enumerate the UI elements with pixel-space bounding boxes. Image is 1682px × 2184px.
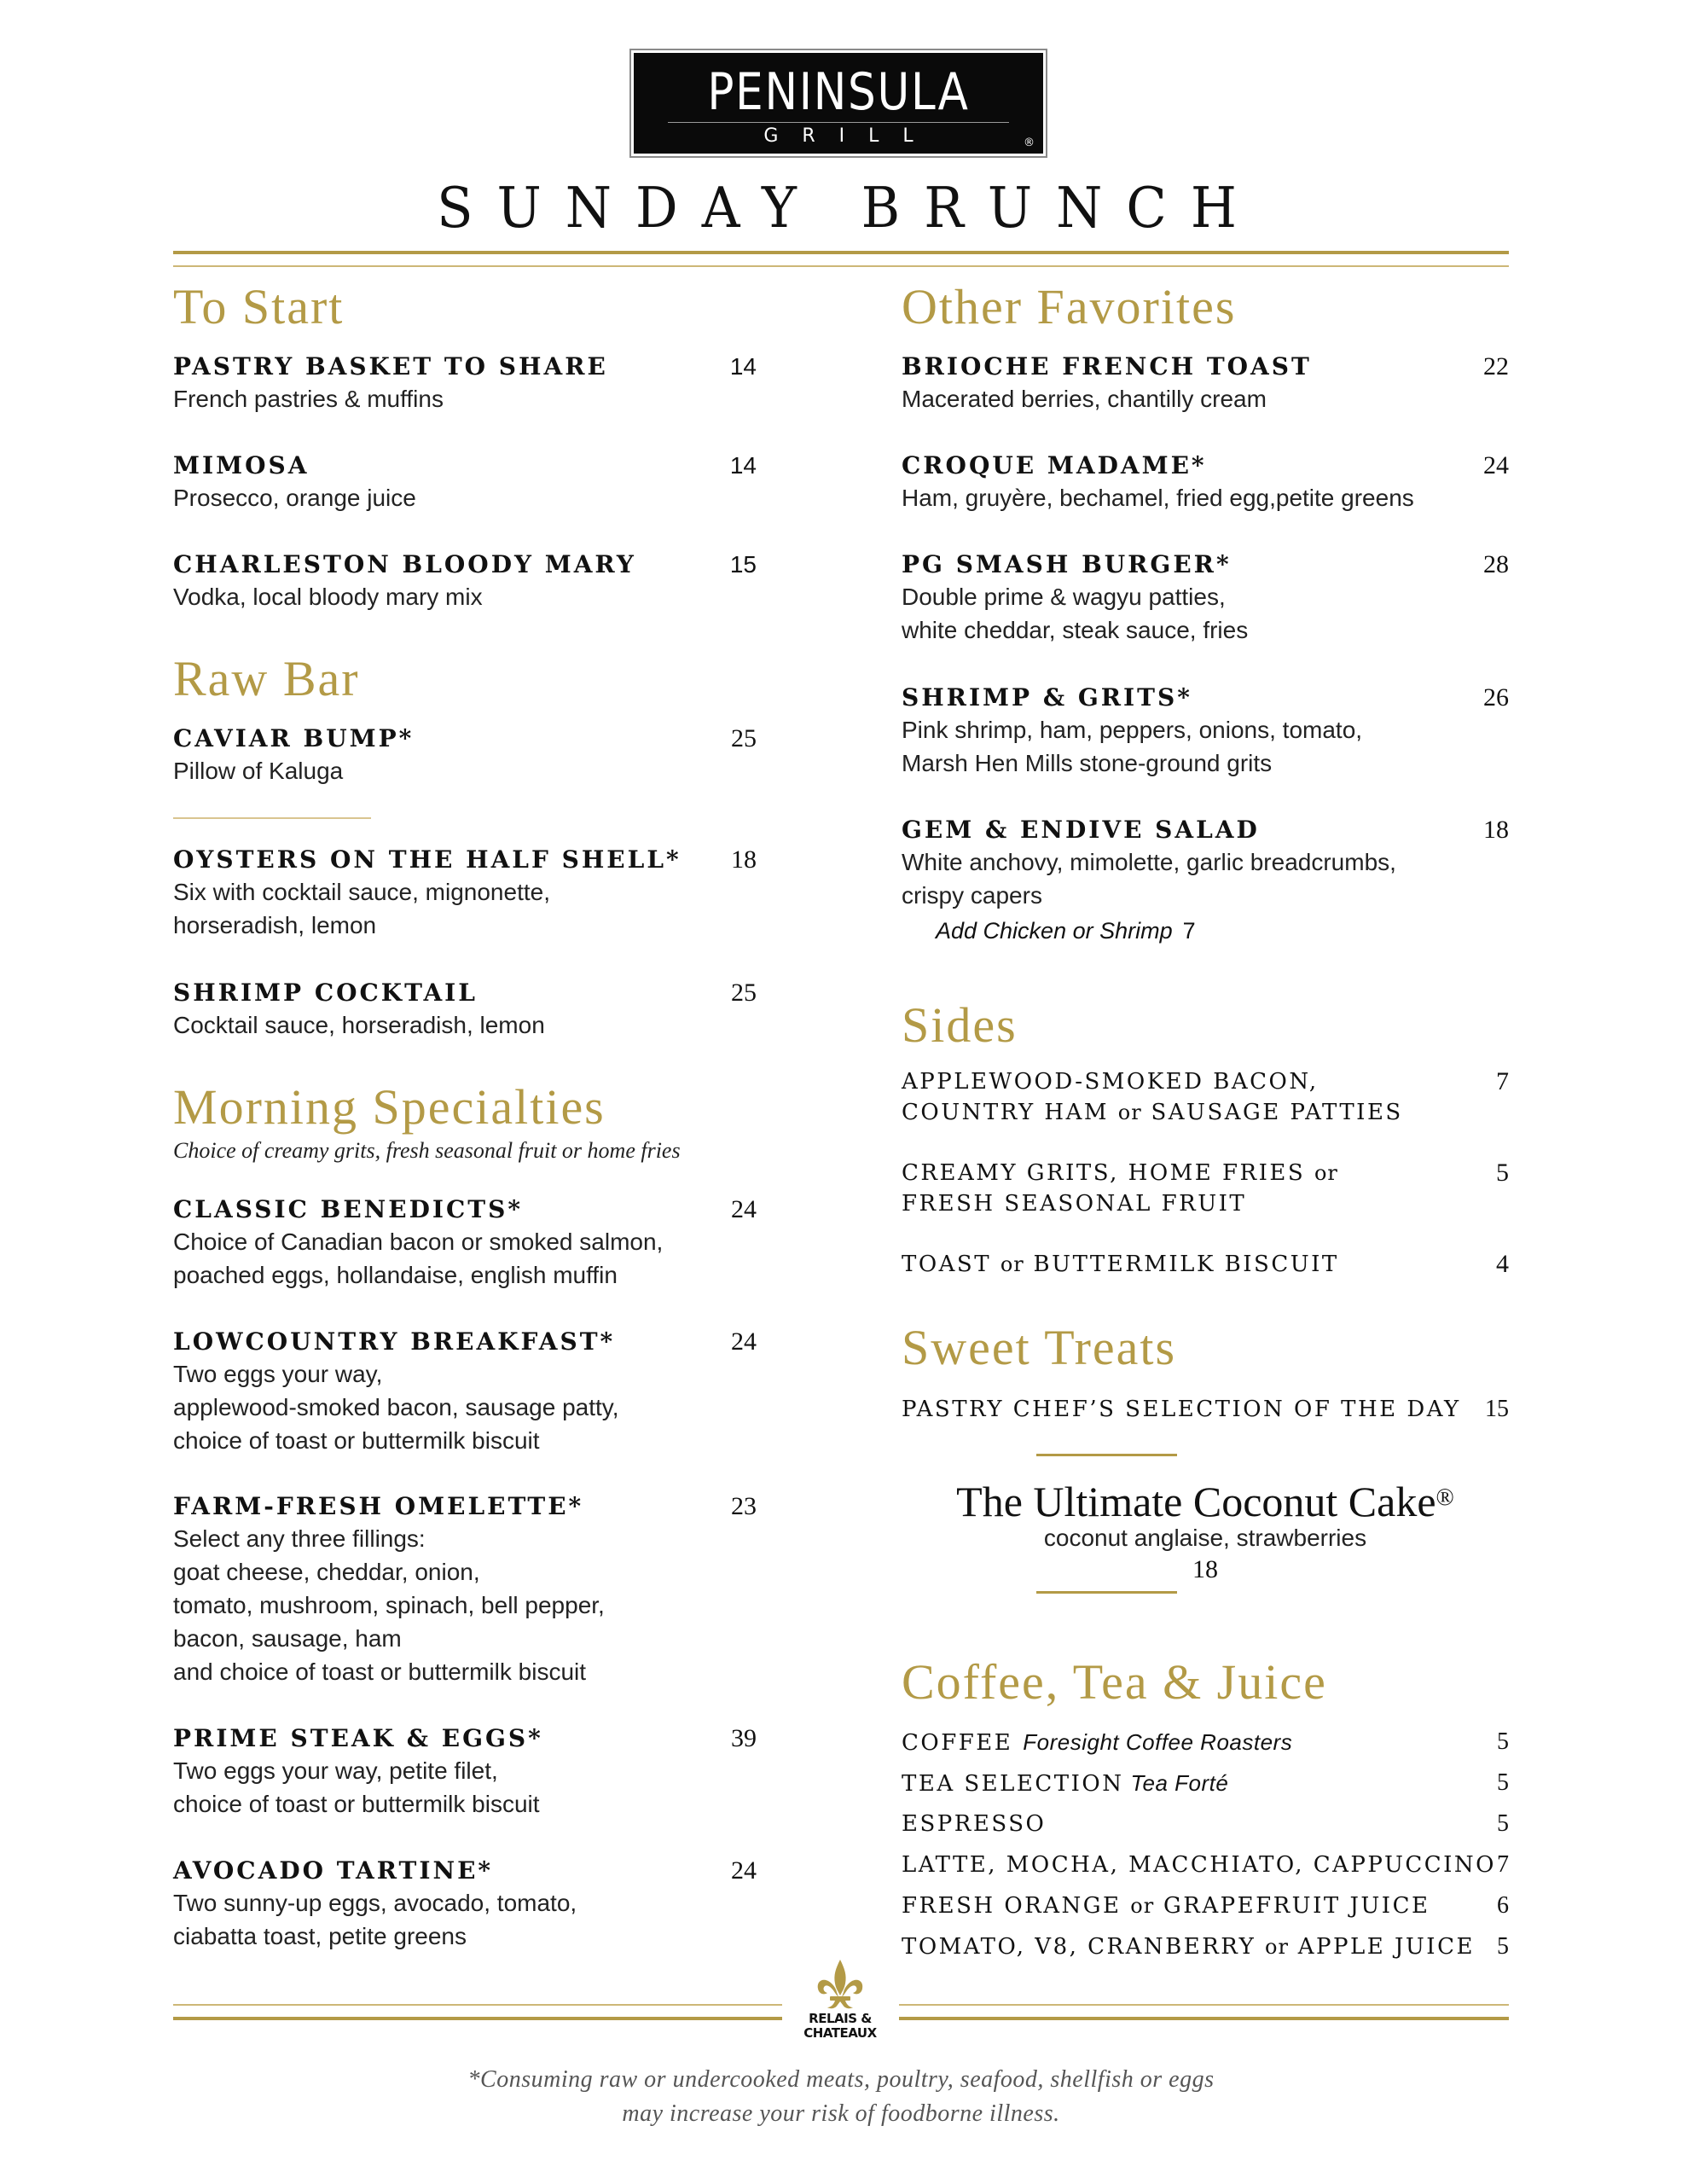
item-name: APPLEWOOD-SMOKED BACON, [902, 1069, 1319, 1095]
item-description: white cheddar, steak sauce, fries [902, 617, 1249, 643]
item-name: AVOCADO TARTINE* [173, 1856, 494, 1885]
item-description: tomato, mushroom, spinach, bell pepper, [173, 1592, 605, 1618]
menu-item [173, 351, 608, 415]
menu-item [173, 450, 416, 514]
item-name: CAVIAR BUMP* [173, 724, 415, 752]
item-name: MIMOSA [173, 451, 310, 479]
item-description: goat cheese, cheddar, onion, [173, 1559, 480, 1585]
item-description: Six with cocktail sauce, mignonette, [173, 879, 550, 905]
section-title-sweet-treats: Sweet Treats [902, 1320, 1177, 1375]
item-description: Double prime & wagyu patties, [902, 584, 1226, 610]
item-price: 25 [731, 724, 757, 752]
item-description: crispy capers [902, 882, 1042, 909]
item-price: 24 [731, 1195, 757, 1223]
menu-item [173, 1491, 605, 1688]
menu-item [173, 1856, 577, 1953]
item-supplier: Tea Forté [1130, 1770, 1229, 1796]
item-price: 15 [1485, 1396, 1509, 1422]
item-description: Two eggs your way, [173, 1361, 383, 1387]
feature-rule-top [1036, 1454, 1177, 1456]
add-on-label: Add Chicken or Shrimp [936, 918, 1173, 944]
item-price: 28 [1483, 550, 1509, 578]
item-name: PASTRY BASKET TO SHARE [173, 352, 608, 380]
item-name: PASTRY CHEF’S SELECTION OF THE DAY [902, 1397, 1461, 1422]
drink-item [902, 1727, 1292, 1758]
menu-item [173, 1723, 543, 1821]
item-name: PG SMASH BURGER* [902, 550, 1232, 578]
item-description: Two eggs your way, petite filet, [173, 1757, 498, 1784]
item-price: 25 [731, 979, 757, 1007]
item-name: FRESH SEASONAL FRUIT [902, 1191, 1247, 1217]
featured-dessert-name: The Ultimate Coconut Cake® [956, 1478, 1454, 1525]
item-name: CREAMY GRITS, HOME FRIES or [902, 1160, 1338, 1186]
header-rule-thin [173, 265, 1509, 267]
menu-item [902, 1249, 1339, 1280]
item-price: 22 [1483, 352, 1509, 380]
item-price: 5 [1497, 1810, 1509, 1837]
menu-item [902, 450, 1414, 514]
menu-item [173, 1327, 618, 1457]
registered-mark-icon: ® [1436, 1484, 1454, 1511]
item-description: choice of toast or buttermilk biscuit [173, 1791, 540, 1817]
item-price: 5 [1496, 1159, 1509, 1187]
item-description: ciabatta toast, petite greens [173, 1923, 467, 1949]
item-price: 7 [1496, 1067, 1509, 1095]
item-price: 24 [731, 1856, 757, 1885]
item-name: BRIOCHE FRENCH TOAST [902, 352, 1312, 380]
item-description: White anchovy, mimolette, garlic breadcrumbs, [902, 849, 1396, 875]
item-price: 18 [1483, 816, 1509, 844]
drink-item [902, 1768, 1228, 1799]
footer-rule-thin-left [173, 2004, 782, 2006]
page-title: SUNDAY BRUNCH [437, 175, 1261, 241]
badge-line-1: RELAIS & [809, 2011, 872, 2026]
item-price: 39 [731, 1724, 757, 1752]
item-description: Pink shrimp, ham, peppers, onions, tomato, [902, 717, 1363, 743]
item-description: Marsh Hen Mills stone-ground grits [902, 750, 1273, 776]
logo-background [634, 53, 1043, 154]
item-name: TOAST or BUTTERMILK BISCUIT [902, 1252, 1339, 1277]
badge-line-2: CHATEAUX [803, 2025, 877, 2041]
disclaimer-line-1: *Consuming raw or undercooked meats, poultry, seafood, shellfish or eggs [467, 2066, 1215, 2093]
item-name: CLASSIC BENEDICTS* [173, 1195, 523, 1223]
item-description: Two sunny-up eggs, avocado, tomato, [173, 1890, 577, 1916]
logo-brand-name: PENINSULA [707, 62, 970, 122]
item-price: 4 [1496, 1250, 1509, 1278]
menu-item [902, 549, 1248, 647]
item-name: CHARLESTON BLOODY MARY [173, 550, 636, 578]
item-name: TEA SELECTION Tea Forté [902, 1770, 1229, 1797]
item-name: LOWCOUNTRY BREAKFAST* [173, 1327, 616, 1356]
registered-mark-icon: ® [1024, 136, 1035, 149]
footer-rule-thick-left [173, 2017, 782, 2020]
fleur-de-lis-icon [813, 1958, 867, 2013]
drink-item [902, 1809, 1046, 1839]
add-on-option [936, 915, 1396, 946]
menu-item [902, 815, 1396, 946]
menu-item [902, 682, 1362, 780]
relais-chateaux-badge [798, 2012, 883, 2041]
item-description: horseradish, lemon [173, 912, 377, 938]
item-name: SHRIMP & GRITS* [902, 683, 1192, 712]
section-title-coffee-tea-juice: Coffee, Tea & Juice [902, 1654, 1327, 1710]
item-price: 24 [1483, 451, 1509, 479]
footer-rule-thick-right [899, 2017, 1509, 2020]
peninsula-grill-logo [629, 49, 1047, 158]
feature-rule-bottom [1036, 1591, 1177, 1594]
item-description: Choice of Canadian bacon or smoked salmon, [173, 1228, 664, 1255]
section-title-sides: Sides [902, 997, 1018, 1053]
disclaimer-line-2: may increase your risk of foodborne illness. [622, 2100, 1060, 2127]
add-on-price: 7 [1182, 918, 1196, 944]
menu-item [902, 1066, 1403, 1128]
featured-dessert-price: 18 [1192, 1555, 1218, 1583]
health-disclaimer [0, 2063, 1682, 2131]
item-name: COUNTRY HAM or SAUSAGE PATTIES [902, 1100, 1403, 1125]
item-description: and choice of toast or buttermilk biscuit [173, 1658, 587, 1685]
item-name: FRESH ORANGE or GRAPEFRUIT JUICE [902, 1893, 1430, 1919]
item-description: bacon, sausage, ham [173, 1625, 402, 1652]
menu-item [173, 723, 414, 787]
section-title-raw-bar: Raw Bar [173, 651, 360, 706]
item-name: LATTE, MOCHA, MACCHIATO, CAPPUCCINO [902, 1852, 1496, 1878]
menu-item [902, 1394, 1461, 1425]
logo-brand-sub: GRILL [763, 125, 937, 147]
section-note: Choice of creamy grits, fresh seasonal fruit or home fries [173, 1138, 681, 1163]
drink-item [902, 1850, 1496, 1880]
item-description: Pillow of Kaluga [173, 758, 344, 784]
item-description: choice of toast or buttermilk biscuit [173, 1427, 540, 1454]
section-title-other-favorites: Other Favorites [902, 279, 1237, 334]
item-description: Macerated berries, chantilly cream [902, 386, 1267, 412]
menu-item [173, 1194, 663, 1292]
item-description: applewood-smoked bacon, sausage patty, [173, 1394, 619, 1420]
item-price: 5 [1497, 1728, 1509, 1755]
drink-item [902, 1891, 1430, 1921]
item-price: 23 [731, 1492, 757, 1520]
item-name: COFFEE Foresight Coffee Roasters [902, 1729, 1293, 1756]
item-name: FARM-FRESH OMELETTE* [173, 1492, 584, 1520]
item-description: poached eggs, hollandaise, english muffin [173, 1262, 618, 1288]
item-name: ESPRESSO [902, 1811, 1047, 1837]
item-description: Cocktail sauce, horseradish, lemon [173, 1012, 545, 1038]
menu-item [173, 549, 636, 613]
drink-item [902, 1931, 1475, 1962]
item-price: 26 [1483, 683, 1509, 712]
item-name: OYSTERS ON THE HALF SHELL* [173, 845, 682, 874]
item-price: 18 [731, 845, 757, 874]
item-name: SHRIMP COCKTAIL [173, 979, 478, 1007]
item-price: 15 [729, 551, 757, 578]
item-price: 5 [1497, 1769, 1509, 1796]
item-description: Vodka, local bloody mary mix [173, 584, 483, 610]
item-price: 14 [729, 353, 757, 380]
item-description: Prosecco, orange juice [173, 485, 416, 511]
item-price: 6 [1497, 1892, 1509, 1919]
featured-dessert-description: coconut anglaise, strawberries [1043, 1525, 1367, 1551]
raw-bar-divider [173, 817, 371, 819]
item-price: 5 [1497, 1933, 1509, 1960]
item-price: 14 [729, 452, 757, 479]
section-title-morning-specialties: Morning Specialties [173, 1079, 606, 1135]
item-price: 24 [731, 1327, 757, 1356]
footer-rule-thin-right [899, 2004, 1509, 2006]
item-name: CROQUE MADAME* [902, 451, 1207, 479]
item-name: PRIME STEAK & EGGS* [173, 1724, 543, 1752]
menu-item [902, 1158, 1338, 1219]
item-price: 7 [1497, 1851, 1509, 1878]
header-rule-thick [173, 251, 1509, 254]
menu-item [902, 351, 1312, 415]
item-name: TOMATO, V8, CRANBERRY or APPLE JUICE [902, 1934, 1475, 1960]
section-title-to-start: To Start [173, 279, 345, 334]
item-supplier: Foresight Coffee Roasters [1023, 1729, 1293, 1755]
item-name: GEM & ENDIVE SALAD [902, 816, 1260, 844]
menu-item [173, 978, 545, 1042]
logo-divider [668, 122, 1009, 123]
item-description: Ham, gruyère, bechamel, fried egg,petite greens [902, 485, 1414, 511]
item-description: Select any three fillings: [173, 1525, 426, 1552]
item-description: French pastries & muffins [173, 386, 444, 412]
menu-item [173, 845, 682, 942]
